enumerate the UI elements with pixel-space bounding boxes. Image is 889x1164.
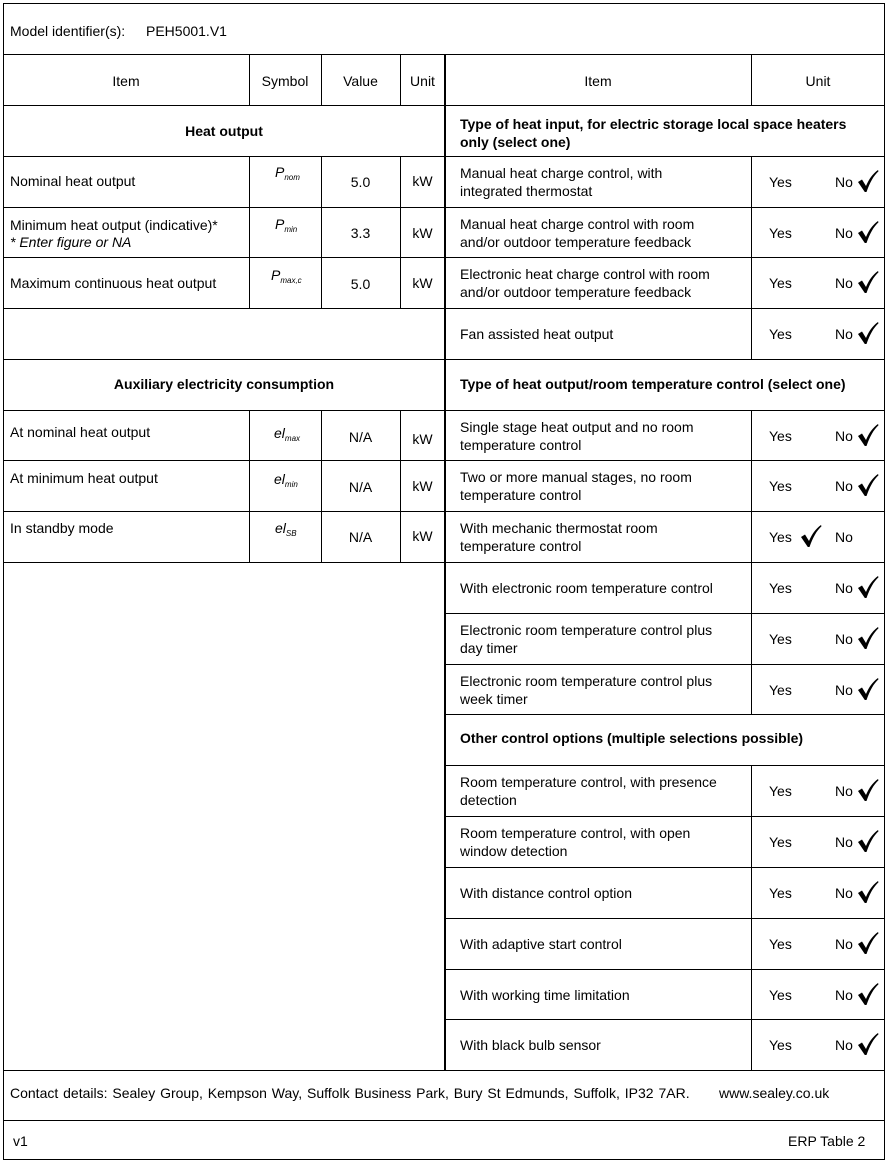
yes-label: Yes [769,833,792,850]
divider [3,257,445,258]
website: www.sealey.co.uk [719,1085,830,1101]
yes-label: Yes [769,884,792,901]
aux-row-standby-item: In standby mode [10,520,114,536]
divider [3,359,445,360]
no-label: No [835,325,853,342]
checkmark-icon [800,524,822,546]
checkmark-icon [857,677,879,699]
heat-row-minimum-value: 3.3 [350,225,371,241]
divider [3,1070,885,1071]
header-unit-right: Unit [805,73,831,89]
aux-row-standby-value: N/A [348,529,373,545]
option-label-line2: and/or outdoor temperature feedback [460,233,692,250]
option-label-line2: temperature control [460,486,582,503]
section-heat-input-line1: Type of heat input, for electric storage local space heaters [460,116,847,132]
heat-row-maximum-value: 5.0 [350,276,371,292]
header-item: Item [112,73,140,89]
checkmark-icon [857,880,879,902]
aux-row-minimum-value: N/A [348,479,373,495]
divider [445,562,885,563]
aux-row-minimum-item: At minimum heat output [10,470,158,486]
yes-label: Yes [769,427,792,444]
divider [445,207,885,208]
divider [445,867,885,868]
option-label-line1: Single stage heat output and no room [460,418,694,435]
yes-label: Yes [769,681,792,698]
divider [445,460,885,461]
heat-row-minimum-note: * Enter figure or NA [10,234,132,250]
no-label: No [835,1036,853,1053]
checkmark-icon [857,575,879,597]
divider [3,156,445,157]
heat-row-nominal-unit: kW [412,173,433,189]
divider [3,511,445,512]
aux-row-nominal-item: At nominal heat output [10,424,151,440]
no-label: No [835,528,853,545]
divider [445,969,885,970]
no-label: No [835,274,853,291]
heat-row-maximum-unit: kW [412,275,433,291]
divider [445,308,885,309]
no-label: No [835,427,853,444]
section-heat-input-line2: only (select one) [460,134,571,150]
column-divider [249,156,250,308]
section-heat-output: Heat output [185,123,263,139]
divider [3,308,445,309]
divider [445,816,885,817]
symbol-p-min: $P_{min}$ [275,216,298,234]
option-label-line1: Electronic heat charge control with room [460,265,710,282]
aux-row-nominal-unit: kW [412,431,433,447]
heat-row-minimum-item: Minimum heat output (indicative)* [10,217,218,233]
column-divider [444,54,446,1070]
aux-row-standby-unit: kW [412,528,433,544]
checkmark-icon [857,931,879,953]
divider [445,257,885,258]
option-label-line2: and/or outdoor temperature feedback [460,283,692,300]
no-label: No [835,681,853,698]
checkmark-icon [857,778,879,800]
section-room-control: Type of heat output/room temperature control (select one) [460,376,846,392]
divider [445,613,885,614]
yes-label: Yes [769,173,792,190]
heat-row-maximum-item: Maximum continuous heat output [10,275,217,291]
aux-row-nominal-value: N/A [348,429,373,445]
option-label-line2: window detection [460,842,568,859]
option-label-line2: detection [460,791,517,808]
checkmark-icon [857,270,879,292]
checkmark-icon [857,321,879,343]
option-label: Fan assisted heat output [460,325,614,342]
option-label-line1: Electronic room temperature control plus [460,621,713,638]
symbol-el-max: $el_{max}$ [274,425,301,443]
divider [445,410,885,411]
divider [445,714,885,715]
version: v1 [13,1133,28,1149]
yes-label: Yes [769,630,792,647]
yes-label: Yes [769,579,792,596]
option-label-line2: day timer [460,639,518,656]
section-auxiliary: Auxiliary electricity consumption [113,376,335,392]
yes-label: Yes [769,935,792,952]
model-identifier-label: Model identifier(s): [10,23,126,39]
no-label: No [835,630,853,647]
option-label-line2: week timer [460,690,528,707]
checkmark-icon [857,982,879,1004]
divider [445,918,885,919]
option-label: With electronic room temperature control [460,579,713,596]
no-label: No [835,224,853,241]
option-label-line1: Two or more manual stages, no room [460,468,692,485]
checkmark-icon [857,473,879,495]
heat-row-minimum-unit: kW [412,225,433,241]
column-divider [249,410,250,562]
option-label-line2: temperature control [460,436,582,453]
symbol-el-min: $el_{min}$ [274,471,298,489]
divider [3,460,445,461]
checkmark-icon [857,169,879,191]
divider [3,207,445,208]
option-label-line1: Electronic room temperature control plus [460,672,713,689]
option-label: With distance control option [460,884,632,901]
divider [445,765,885,766]
checkmark-icon [857,1032,879,1054]
column-divider [751,156,752,359]
no-label: No [835,986,853,1003]
erp-table-label: ERP Table 2 [788,1133,866,1149]
checkmark-icon [857,220,879,242]
checkmark-icon [857,829,879,851]
yes-label: Yes [769,986,792,1003]
option-label-line1: Manual heat charge control, with [460,164,663,181]
option-label-line2: temperature control [460,537,582,554]
divider [445,511,885,512]
heat-row-nominal-value: 5.0 [350,174,371,190]
no-label: No [835,833,853,850]
option-label: With black bulb sensor [460,1036,601,1053]
header-symbol: Symbol [261,73,309,89]
option-label-line1: Room temperature control, with presence [460,773,717,790]
no-label: No [835,935,853,952]
no-label: No [835,782,853,799]
no-label: No [835,579,853,596]
divider [445,359,885,360]
contact-details: Contact details: Sealey Group, Kempson Way, Suffolk Business Park, Bury St Edmunds, Suffolk, IP32 7AR. [10,1085,690,1101]
divider [3,562,445,563]
yes-label: Yes [769,224,792,241]
column-divider [751,410,752,714]
header-unit: Unit [410,73,435,89]
header-value: Value [343,73,378,89]
symbol-p-max-c: $P_{max,c}$ [271,267,302,285]
model-identifier-value: PEH5001.V1 [146,23,227,39]
yes-label: Yes [769,274,792,291]
divider [445,156,885,157]
divider [3,410,445,411]
option-label-line1: Room temperature control, with open [460,824,691,841]
no-label: No [835,173,853,190]
yes-label: Yes [769,782,792,799]
divider [445,664,885,665]
yes-label: Yes [769,477,792,494]
checkmark-icon [857,626,879,648]
no-label: No [835,884,853,901]
header-item-right: Item [584,73,612,89]
divider [3,1120,885,1121]
yes-label: Yes [769,325,792,342]
option-label-line1: With mechanic thermostat room [460,519,658,536]
option-label: With working time limitation [460,986,630,1003]
no-label: No [835,477,853,494]
heat-row-nominal-item: Nominal heat output [10,173,136,189]
option-label-line1: Manual heat charge control with room [460,215,695,232]
option-label-line2: integrated thermostat [460,182,593,199]
yes-label: Yes [769,528,792,545]
aux-row-minimum-unit: kW [412,478,433,494]
section-other-controls: Other control options (multiple selections possible) [460,730,804,746]
checkmark-icon [857,423,879,445]
option-label: With adaptive start control [460,935,622,952]
yes-label: Yes [769,1036,792,1053]
symbol-el-sb: $el_{SB}$ [275,520,297,538]
column-divider [751,765,752,1070]
divider [445,1019,885,1020]
symbol-p-nom: $P_{nom}$ [275,164,300,182]
